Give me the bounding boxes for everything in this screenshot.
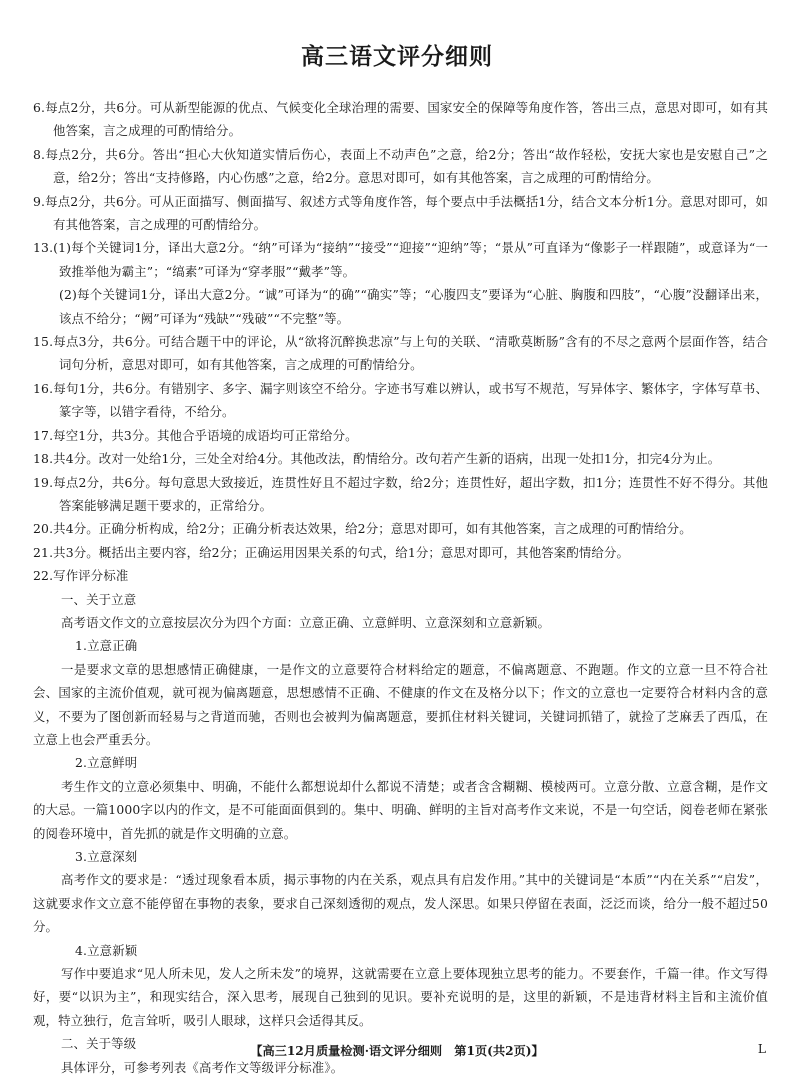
footer-code: L [757,1042,766,1056]
list-item: 20.共4分。正确分析构成，给2分；正确分析表达效果，给2分；意思对即可，如有其他答案，言之成理的可酌情给分。 [33,521,692,537]
list-item: 16.每句1分，共6分。有错别字、多字、漏字则该空不给分。字迹书写难以辨认，或书写不规范，写异体字、繁体字，字体写草书、篆字等，以错字看待，不给分。 [33,380,768,420]
paragraph: 高考语文作文的立意按层次分为四个方面：立意正确、立意鲜明、立意深刻和立意新颖。 [61,614,551,630]
essay-heading: 22.写作评分标准 [33,568,129,584]
page-footer [0,1042,794,1062]
section-title: 一、关于立意 [61,591,137,607]
document-body [33,96,768,1079]
paragraph: 一是要求文章的思想感情正确健康，一是作文的立意要符合材料给定的题意，不偏离题意、不跑题。作文的立意一旦不符合社会、国家的主流价值观，就可视为偏离题意，思想感情不正确、不健康的作文在及格分以下；作文的立意也一定要符合材料内含的意义，不要为了图创新而轻易与之背道而驰，否则也会被判为偏离题意，要抓住材料关键词，关键词抓错了，就捡了芝麻丢了西瓜，在立意上也会严重丢分。 [33,661,768,747]
list-item: 17.每空1分，共3分。其他合乎语境的成语均可正常给分。 [33,427,358,443]
paragraph: 具体评分，可参考列表《高考作文等级评分标准》。 [61,1059,344,1075]
subsection-title: 1.立意正确 [75,638,138,654]
list-item-subpart: (2)每个关键词1分，译出大意2分。“诚”可译为“的确”“确实”等；“心腹四支”要译为“心脏、胸腹和四肢”，“心腹”没翻译出来，该点不给分；“阙”可译为“残缺”“残破”“不完整”等。 [59,287,768,326]
footer-text: 【高三12月质量检测·语文评分细则 第1页(共2页)】 [250,1044,544,1058]
paragraph: 写作中要追求“见人所未见，发人之所未发”的境界，这就需要在立意上要体现独立思考的能力。不要套作，千篇一律。作文写得好，要“以识为主”，和现实结合，深入思考，展现自己独到的见识。要补充说明的是，这里的新颖，不是违背材料主旨和主流价值观，特立独行，危言耸听，吸引人眼球，这样只会适得其反。 [33,966,768,1028]
list-item: 6.每点2分，共6分。可从新型能源的优点、气候变化全球治理的需要、国家安全的保障等角度作答，答出三点，意思对即可，如有其他答案，言之成理的可酌情给分。 [33,100,768,139]
list-item: 8.每点2分，共6分。答出“担心大伙知道实情后伤心，表面上不动声色”之意，给2分；答出“故作轻松，安抚大家也是安慰自己”之意，给2分；答出“支持修路，内心伤感”之意，给2分。意思对即可，如有其他答案，言之成理的可酌情给分。 [33,146,768,186]
page-title: 高三语文评分细则 [301,44,493,70]
paragraph: 高考作文的要求是：“透过现象看本质，揭示事物的内在关系，观点具有启发作用。”其中的关键词是“本质”“内在关系”“启发”，这就要求作文立意不能停留在事物的表象，要求自己深刻透彻的观点，发人深思。如果只停留在表面，泛泛而谈，给分一般不超过50分。 [33,872,768,935]
section-title: 二、关于等级 [61,1036,137,1052]
subsection-title: 3.立意深刻 [75,849,138,864]
list-item: 15.每点3分，共6分。可结合题干中的评论，从“欲将沉醉换悲凉”与上句的关联、“清歌莫断肠”含有的不尽之意两个层面作答，结合词句分析，意思对即可，如有其他答案，言之成理的可酌情给分。 [33,334,768,373]
list-item: 19.每点2分，共6分。每句意思大致接近，连贯性好且不超过字数，给2分；连贯性好，超出字数，扣1分；连贯性不好不得分。其他答案能够满足题干要求的，正常给分。 [33,474,768,513]
list-item: 18.共4分。改对一处给1分，三处全对给4分。其他改法，酌情给分。改句若产生新的语病，出现一处扣1分，扣完4分为止。 [33,451,721,467]
list-item: 13.(1)每个关键词1分，译出大意2分。“纳”可译为“接纳”“接受”“迎接”“迎纳”等；“景从”可直译为“像影子一样跟随”，或意译为“一致推举他为霸主”；“缟素”可译为“穿孝服”“戴孝”等。 [33,240,768,279]
list-item: 9.每点2分，共6分。可从正面描写、侧面描写、叙述方式等角度作答，每个要点中手法概括1分，结合文本分析1分。意思对即可，如有其他答案，言之成理的可酌情给分。 [33,193,768,233]
subsection-title: 2.立意鲜明 [75,755,138,771]
list-item: 21.共3分。概括出主要内容，给2分；正确运用因果关系的句式，给1分；意思对即可，其他答案酌情给分。 [33,544,630,560]
paragraph: 考生作文的立意必须集中、明确，不能什么都想说却什么都说不清楚；或者含含糊糊、模棱两可。立意分散、立意含糊，是作文的大忌。一篇1000字以内的作文，是不可能面面俱到的。集中、明确、鲜明的主旨对高考作文来说，不是一句空话，阅卷老师在紧张的阅卷环境中，首先抓的就是作文明确的立意。 [33,778,768,841]
subsection-title: 4.立意新颖 [75,942,138,958]
